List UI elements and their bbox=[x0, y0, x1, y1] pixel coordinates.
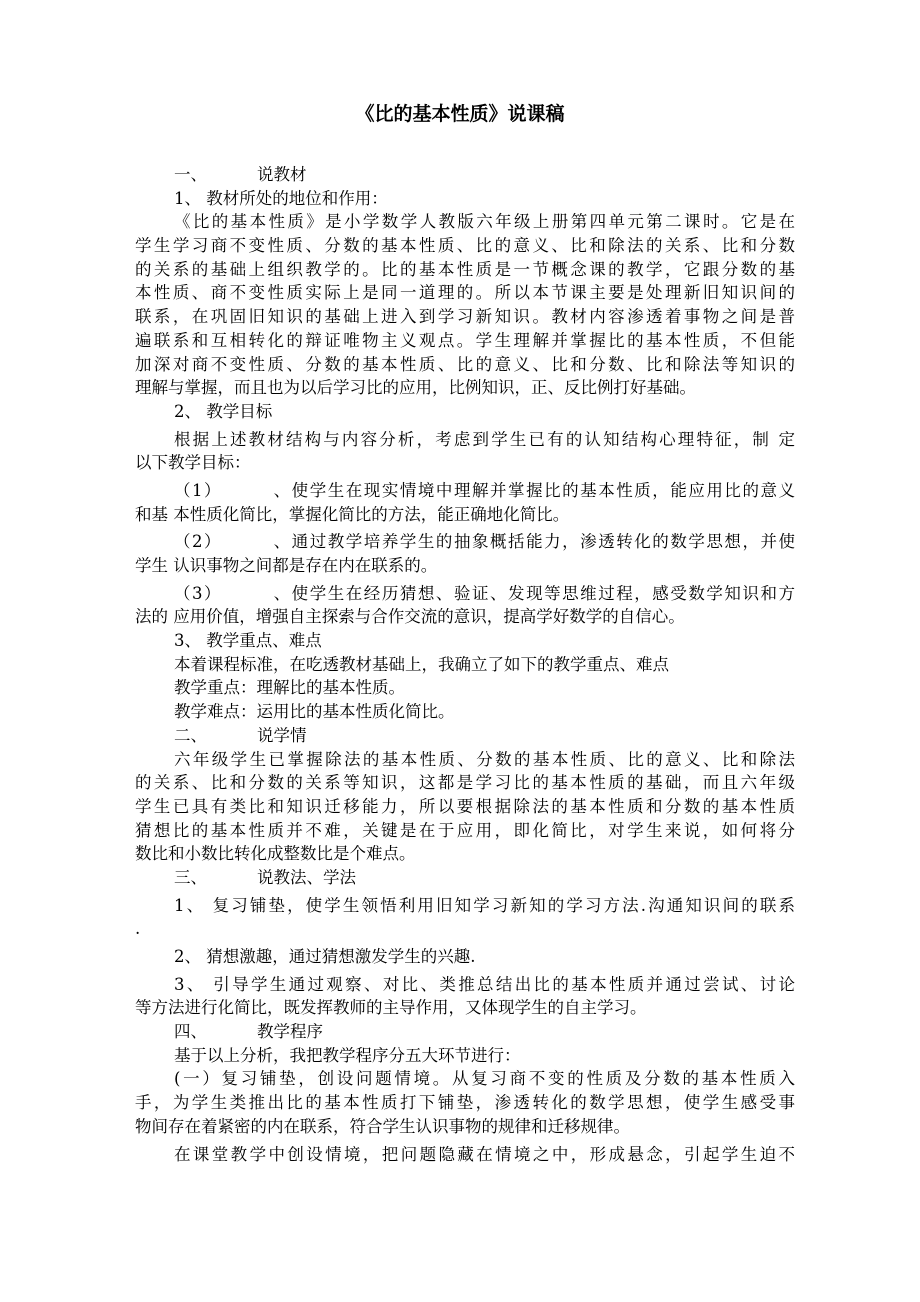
paragraph-line: 六年级学生已掌握除法的基本性质、分数的基本性质、比的意义、比和除法 bbox=[174, 749, 795, 769]
document-title: 《比的基本性质》说课稿 bbox=[355, 103, 565, 125]
paragraph-line: 教学难点：运用比的基本性质化简比。 bbox=[174, 702, 455, 722]
paragraph-line: 教学重点：理解比的基本性质。 bbox=[174, 678, 405, 698]
list-item: 3、 引导学生通过观察、对比、类推总结出比的基本性质并通过尝试、讨论 bbox=[174, 974, 795, 994]
goal-number: （1） bbox=[174, 480, 223, 500]
section-number: 二、 bbox=[174, 725, 207, 745]
goal-item bbox=[135, 479, 795, 503]
section-heading bbox=[135, 1020, 795, 1044]
paragraph-line: 手，为学生类推出比的基本性质打下铺垫，渗透转化的数学思想，使学生感受事 bbox=[135, 1093, 795, 1113]
paragraph-line: (一）复习铺垫，创设问题情境。从复习商不变的性质及分数的基本性质入 bbox=[174, 1069, 795, 1089]
list-item: 2、 猜想激趣，通过猜想激发学生的兴趣. bbox=[174, 947, 476, 966]
section-number: 三、 bbox=[174, 867, 207, 887]
goal-number: （2） bbox=[174, 532, 223, 552]
paragraph-line: 学生学习商不变性质、分数的基本性质、比的意义、比和除法的关系、比和分数 bbox=[135, 236, 795, 256]
paragraph-line: 《比的基本性质》是小学数学人教版六年级上册第四单元第二课时。它是在 bbox=[174, 212, 795, 232]
goal-continuation: 法的 应用价值，增强自主探索与合作交流的意识，提高学好数学的自信心。 bbox=[135, 607, 685, 627]
goal-item bbox=[135, 582, 795, 606]
section-title: 教学程序 bbox=[257, 1022, 323, 1042]
subsection-heading: 3、 教学重点、难点 bbox=[174, 631, 322, 651]
paragraph-line: 根据上述教材结构与内容分析，考虑到学生已有的认知结构心理特征，制 定 bbox=[174, 429, 795, 449]
section-title: 说教法、学法 bbox=[257, 867, 356, 887]
section-heading bbox=[135, 866, 795, 890]
paragraph-line: 物间存在着紧密的内在联系，符合学生认识事物的规律和迁移规律。 bbox=[135, 1116, 630, 1136]
goal-continuation: 学生 认识事物之间都是存在内在联系的。 bbox=[135, 556, 438, 575]
goal-continuation: 和基 本性质化简比，掌握化简比的方法，能正确地化简比。 bbox=[135, 504, 570, 524]
section-heading bbox=[135, 163, 795, 187]
document-body bbox=[135, 163, 795, 1166]
list-item: 1、 复习铺垫，使学生领悟利用旧知学习新知的学习方法.沟通知识间的联系 bbox=[174, 895, 795, 915]
goal-text: 、使学生在现实情境中理解并掌握比的基本性质，能应用比的意义 bbox=[272, 480, 795, 500]
paragraph-line: 本性质、商不变性质实际上是同一道理的。所以本节课主要是处理新旧知识间的 bbox=[135, 283, 795, 303]
goal-text: 、通过教学培养学生的抽象概括能力，渗透转化的数学思想，并使 bbox=[272, 532, 795, 552]
section-number: 一、 bbox=[174, 165, 207, 184]
paragraph-line: 学生已具有类比和知识迁移能力，所以要根据除法的基本性质和分数的基本性质 bbox=[135, 796, 795, 816]
paragraph-line: 理解与掌握，而且也为以后学习比的应用，比例知识，正、反比例打好基础。 bbox=[135, 378, 696, 398]
paragraph-line: 遍联系和互相转化的辩证唯物主义观点。学生理解并掌握比的基本性质，不但能 bbox=[135, 330, 795, 350]
paragraph-line: 在课堂教学中创设情境，把问题隐藏在情境之中，形成悬念，引起学生迫不 bbox=[174, 1144, 795, 1164]
paragraph-line: 基于以上分析，我把教学程序分五大环节进行： bbox=[174, 1045, 521, 1065]
paragraph-line: 联系，在巩固旧知识的基础上进入到学习新知识。教材内容渗透着事物之间是普 bbox=[135, 307, 795, 327]
paragraph-line: 猜想比的基本性质并不难，关键是在于应用，即化简比，对学生来说，如何将分 bbox=[135, 820, 795, 840]
paragraph-line: 的关系、比和分数的关系等知识，这都是学习比的基本性质的基础，而且六年级 bbox=[135, 773, 795, 793]
goal-item bbox=[135, 530, 795, 554]
paragraph-line: 以下教学目标： bbox=[135, 453, 251, 473]
subsection-heading: 2、 教学目标 bbox=[174, 401, 273, 421]
list-item-tail: . bbox=[135, 919, 141, 939]
paragraph-line: 的关系的基础上组织教学的。比的基本性质是一节概念课的教学，它跟分数的基 bbox=[135, 259, 795, 279]
section-title: 说学情 bbox=[257, 725, 307, 745]
paragraph-line: 加深对商不变性质、分数的基本性质、比的意义、比和分数、比和除法等知识的 bbox=[135, 354, 795, 374]
paragraph-line: 本着课程标准，在吃透教材基础上，我确立了如下的教学重点、难点 bbox=[174, 654, 669, 674]
goal-text: 、使学生在经历猜想、验证、发现等思维过程，感受数学知识和方 bbox=[272, 583, 795, 603]
goal-number: （3） bbox=[174, 583, 223, 603]
list-item-continuation: 等方法进行化简比，既发挥教师的主导作用，又体现学生的自主学习。 bbox=[135, 998, 647, 1018]
paragraph-line: 数比和小数比转化成整数比是个难点。 bbox=[135, 844, 416, 864]
section-heading bbox=[135, 724, 795, 748]
section-title: 说教材 bbox=[257, 165, 307, 184]
section-number: 四、 bbox=[174, 1022, 207, 1042]
subsection-heading: 1、 教材所处的地位和作用： bbox=[174, 188, 388, 208]
